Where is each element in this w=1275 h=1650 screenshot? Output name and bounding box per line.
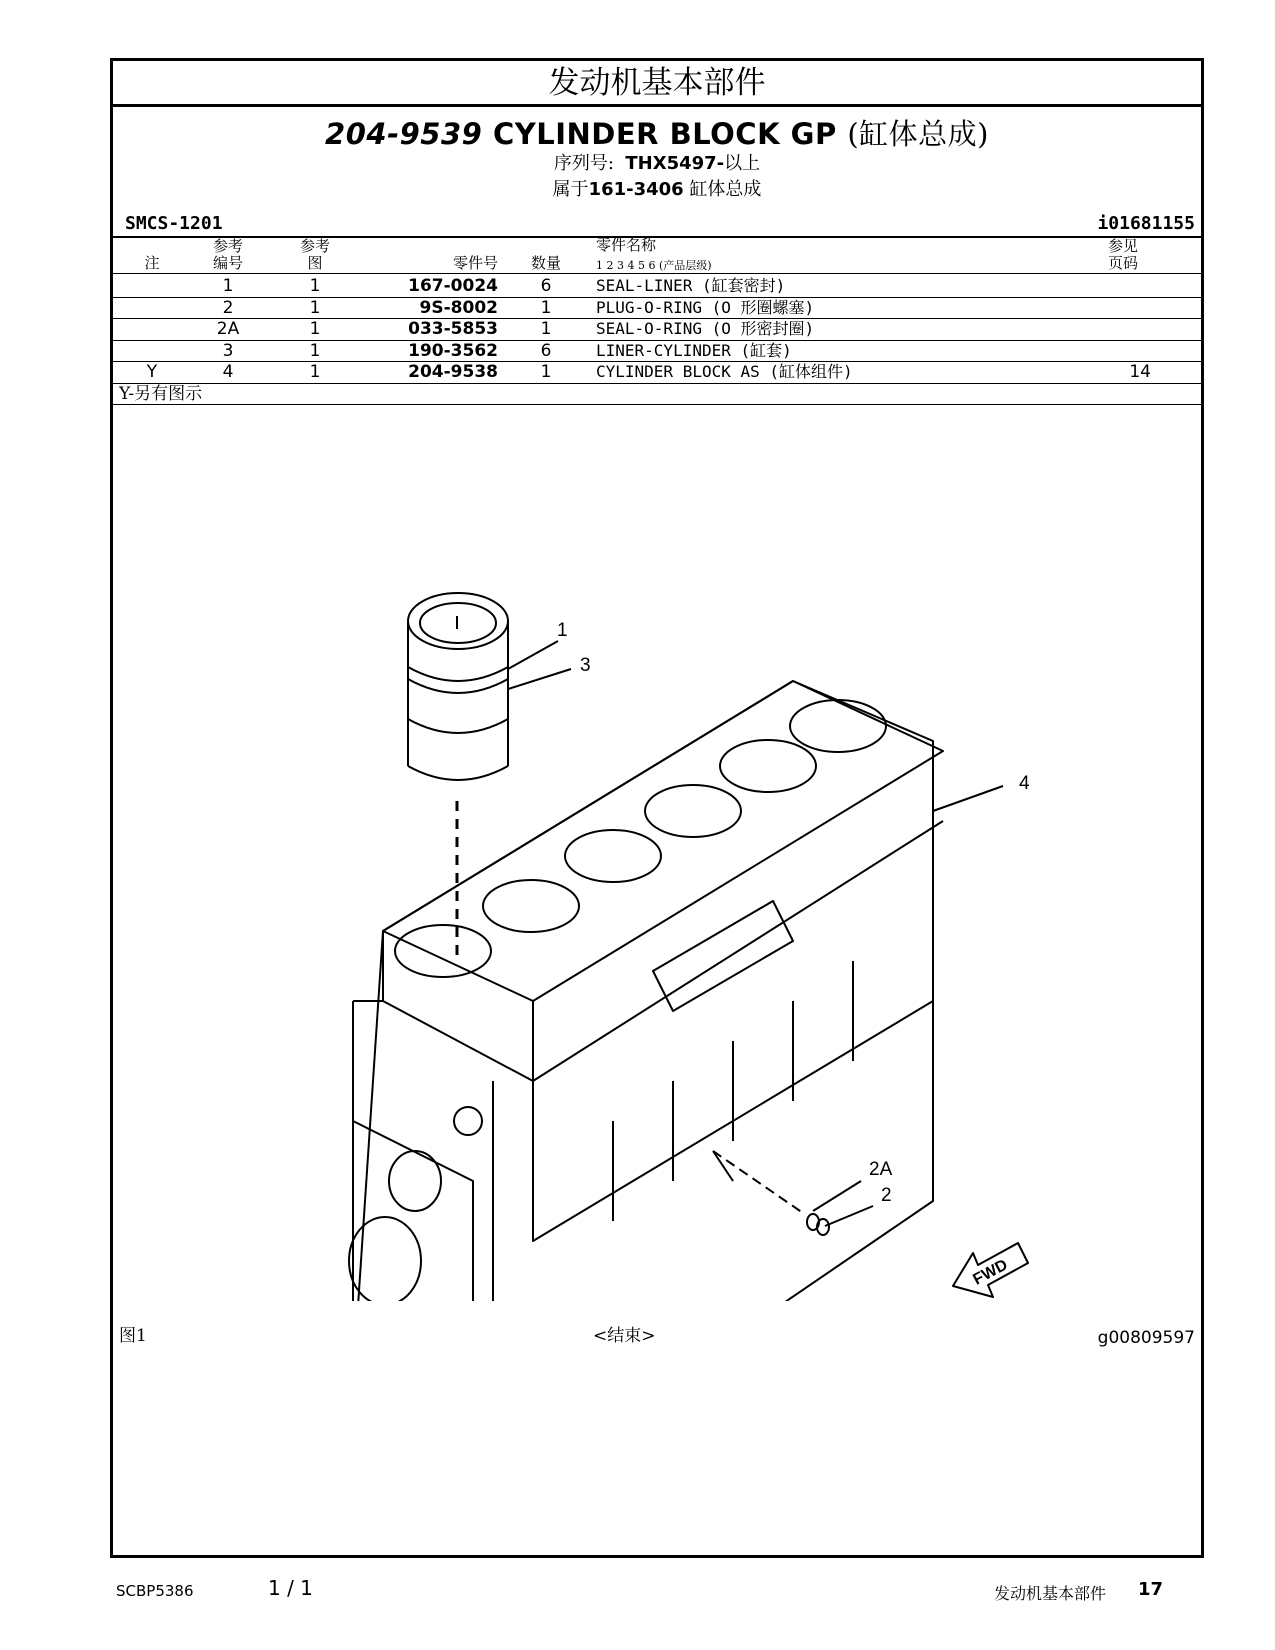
row-part-name: SEAL-O-RING (O 形密封圈) <box>596 319 815 339</box>
row-ref-fig: 1 <box>309 362 321 383</box>
figure-label: 图1 <box>119 1326 147 1346</box>
callout-2: 2 <box>881 1185 892 1206</box>
serial-line <box>113 151 1201 177</box>
leader-2A <box>813 1181 861 1211</box>
leader-4 <box>933 786 1003 811</box>
o-ring-plug <box>713 1151 829 1235</box>
leader-3 <box>508 669 571 689</box>
header-note: 注 <box>144 254 160 272</box>
row-part-no: 9S-8002 <box>419 297 498 318</box>
footer-section: 发动机基本部件 <box>994 1584 1107 1603</box>
page-of: 1 / 1 <box>268 1576 313 1600</box>
row-note: Y <box>146 362 158 383</box>
row-qty: 1 <box>540 297 552 318</box>
serial-value: THX5497- <box>625 153 725 174</box>
row-ref-fig: 1 <box>309 319 321 340</box>
row-part-name: CYLINDER BLOCK AS (缸体组件) <box>596 362 853 382</box>
row-qty: 1 <box>540 362 552 383</box>
page-number: 17 <box>1138 1579 1164 1600</box>
header-name: 零件名称 <box>596 236 657 254</box>
callout-4: 4 <box>1019 773 1030 794</box>
row-qty: 6 <box>540 340 552 361</box>
main-title <box>113 117 1201 151</box>
title-block <box>113 117 1201 203</box>
section-title: 发动机基本部件 <box>113 61 1201 107</box>
callout-1: 1 <box>557 620 568 641</box>
serial-suffix: 以上 <box>724 153 761 174</box>
header-levels: 1 2 3 4 5 6 (产品层级) <box>596 259 712 272</box>
row-ref-no: 3 <box>222 340 234 361</box>
leader-1 <box>508 641 558 669</box>
row-part-no: 190-3562 <box>408 340 498 361</box>
row-part-no: 167-0024 <box>408 276 498 296</box>
header-qty: 数量 <box>530 254 561 272</box>
callout-2A: 2A <box>869 1159 893 1180</box>
row-qty: 1 <box>540 319 552 340</box>
end-label: <结束> <box>593 1326 656 1346</box>
table-footnote: Y-另有图示 <box>119 384 203 404</box>
smcs-code: SMCS-1201 <box>125 213 223 234</box>
belongs-line <box>113 177 1201 203</box>
serial-label: 序列号: <box>553 153 614 174</box>
cylinder-block <box>349 681 943 1301</box>
illustration-id: i01681155 <box>1097 213 1195 234</box>
row-see-page: 14 <box>1129 362 1151 383</box>
leader-2 <box>825 1206 873 1226</box>
row-part-no: 033-5853 <box>408 319 498 340</box>
footnote-rule <box>113 404 1201 405</box>
row-ref-no: 1 <box>222 276 234 296</box>
belongs-prefix: 属于 <box>552 179 589 200</box>
graphic-id: g00809597 <box>1097 1328 1195 1348</box>
page-frame <box>110 58 1204 1558</box>
table-top-rule <box>113 236 1201 238</box>
row-part-no: 204-9538 <box>408 362 498 383</box>
fwd-label: FWD <box>970 1256 1011 1289</box>
header-rule <box>113 273 1201 274</box>
group-part-number: 204-9539 <box>325 117 483 151</box>
header-part-no: 零件号 <box>452 254 498 272</box>
belongs-name: 缸体总成 <box>689 179 762 200</box>
row-rule <box>113 383 1201 384</box>
row-ref-fig: 1 <box>309 340 321 361</box>
row-ref-fig: 1 <box>309 276 321 296</box>
row-ref-fig: 1 <box>309 297 321 318</box>
row-ref-no: 2A <box>216 319 240 340</box>
row-part-name: PLUG-O-RING (O 形圈螺塞) <box>596 297 815 317</box>
header-see-page: 参见 页码 <box>1107 237 1138 272</box>
doc-id: SCBP5386 <box>116 1582 194 1600</box>
belongs-part: 161-3406 <box>588 179 684 200</box>
row-qty: 6 <box>540 276 552 296</box>
header-ref-fig: 参考 图 <box>299 237 330 272</box>
row-ref-no: 2 <box>222 297 234 318</box>
row-part-name: LINER-CYLINDER (缸套) <box>596 340 792 360</box>
header-ref-no: 参考 编号 <box>212 237 243 272</box>
row-part-name: SEAL-LINER (缸套密封) <box>596 276 786 295</box>
row-ref-no: 4 <box>222 362 234 383</box>
callout-3: 3 <box>580 655 591 676</box>
group-name: CYLINDER BLOCK GP <box>492 117 837 151</box>
group-name-zh: (缸体总成) <box>847 117 989 151</box>
cylinder-block-illustration <box>113 481 1201 1301</box>
